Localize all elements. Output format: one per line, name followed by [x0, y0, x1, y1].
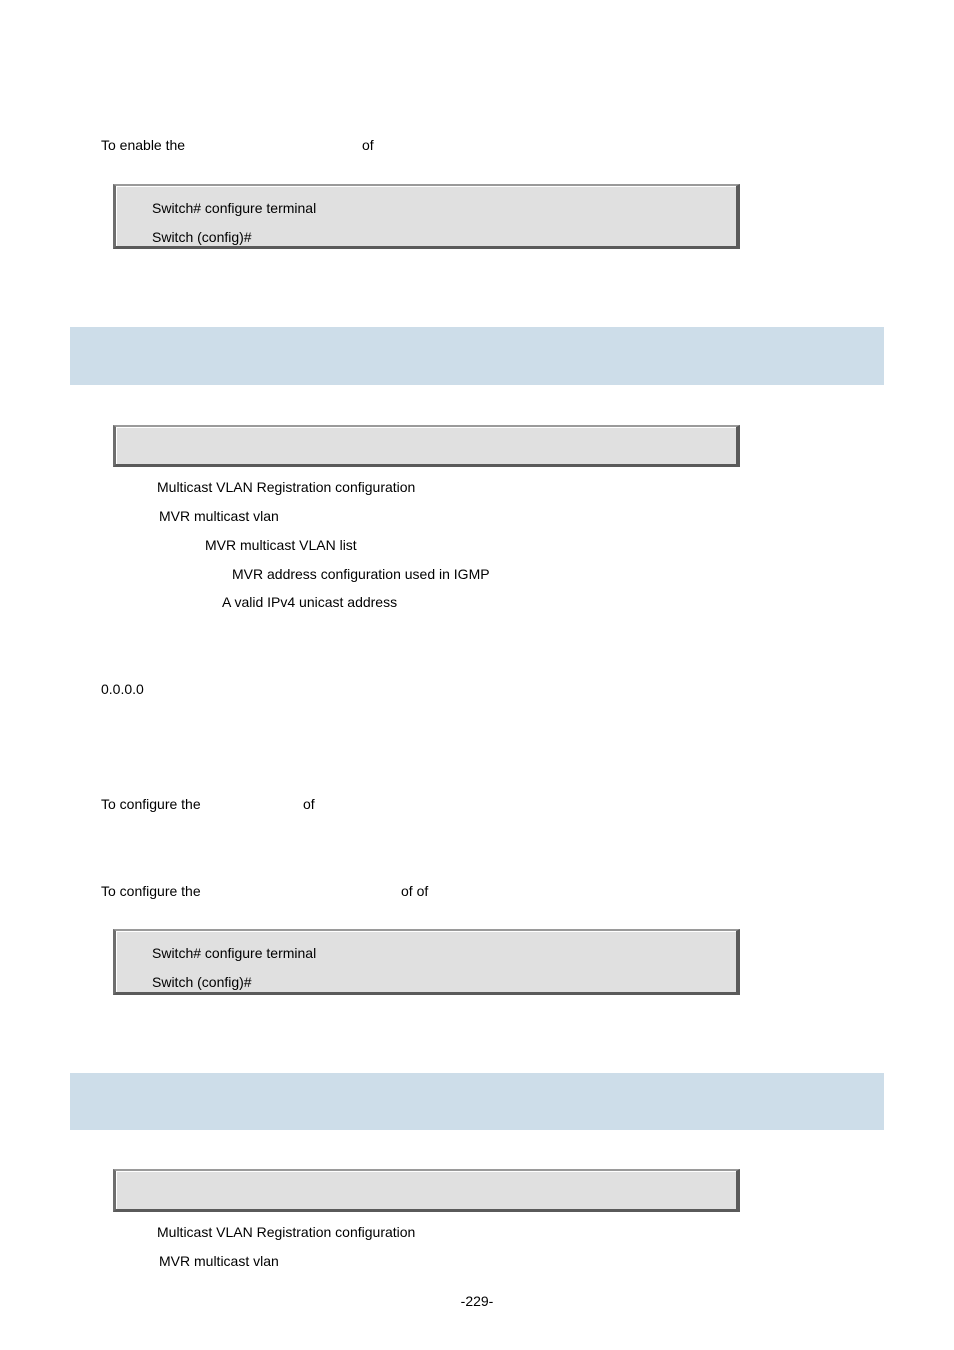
command-section-header — [70, 1073, 884, 1130]
param-description: MVR multicast vlan — [159, 1253, 279, 1269]
param-description: A valid IPv4 unicast address — [222, 594, 398, 610]
example-intro-of: of — [362, 137, 374, 153]
command-syntax-box — [113, 425, 740, 467]
usage-text-lead: To configure the — [101, 796, 201, 812]
example-text-lead: To configure the — [101, 883, 201, 899]
code-example-box — [113, 929, 740, 995]
code-line-1: Switch# configure terminal — [152, 945, 317, 961]
usage-text-of: of — [303, 796, 315, 812]
param-description: MVR address configuration used in IGMP — [232, 566, 490, 582]
example-intro-lead: To enable the — [101, 137, 186, 153]
example-text-of: of of — [401, 883, 429, 899]
code-example-box — [113, 184, 740, 249]
param-description: MVR multicast vlan — [159, 508, 279, 524]
code-line-2: Switch (config)# — [152, 974, 252, 990]
code-line-2: Switch (config)# — [152, 229, 252, 245]
param-description: Multicast VLAN Registration configuration — [157, 1224, 416, 1240]
param-description: MVR multicast VLAN list — [205, 537, 357, 553]
page-number: -229- — [460, 1293, 494, 1309]
code-line-1: Switch# configure terminal — [152, 200, 317, 216]
default-value: 0.0.0.0 — [101, 681, 144, 697]
command-section-header — [70, 327, 884, 385]
param-description: Multicast VLAN Registration configuration — [157, 479, 416, 495]
command-syntax-box — [113, 1169, 740, 1212]
